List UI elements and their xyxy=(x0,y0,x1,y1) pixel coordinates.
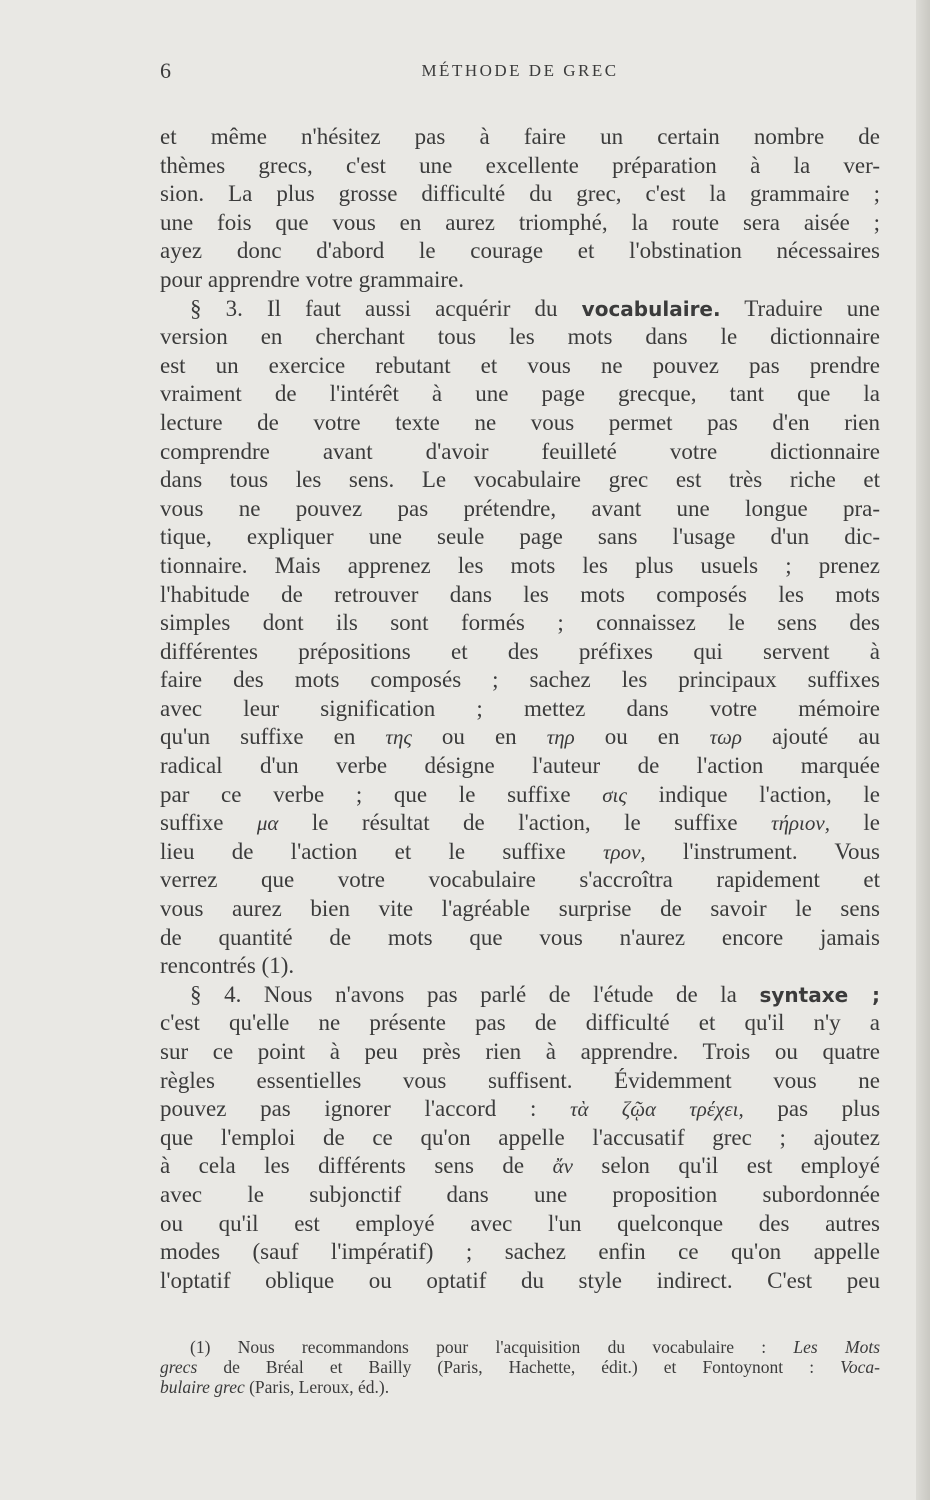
greek-suffix: σις xyxy=(602,782,627,807)
text-line: radical d'un verbe désigne l'auteur de l'action marquée xyxy=(160,753,880,779)
text-line: qu'un suffixe en της ou en τηρ ou en τωρ ajouté au xyxy=(160,724,880,750)
footnote-line: (1) Nous recommandons pour l'acquisition du vocabulaire : Les Mots xyxy=(190,1337,880,1357)
text-line: simples dont ils sont formés ; connaissez le sens des xyxy=(160,610,880,636)
greek-suffix: της xyxy=(385,725,412,750)
footnote-line: grecs de Bréal et Bailly (Paris, Hachette, édit.) et Fontoynont : Voca- xyxy=(160,1357,880,1377)
text-line: tique, expliquer une seule page sans l'usage d'un dic- xyxy=(160,524,880,550)
text-line: avec le subjonctif dans une proposition subordonnée xyxy=(160,1181,880,1207)
text-line: version en cherchant tous les mots dans le dictionnaire xyxy=(160,324,880,350)
text-line: pouvez pas ignorer l'accord : τὰ ζῷα τρέχει, pas plus xyxy=(160,1096,881,1122)
text-line: ou qu'il est employé avec l'un quelconque des autres xyxy=(160,1210,880,1236)
keyword-syntaxe: syntaxe ; xyxy=(759,982,880,1007)
greek-example: τὰ ζῷα τρέχει, xyxy=(570,1097,744,1122)
text-line: suffixe μα le résultat de l'action, le suffixe τήριον, le xyxy=(160,810,880,836)
footnote xyxy=(160,1337,880,1397)
text-line: rencontrés (1). xyxy=(160,953,295,979)
text-line: par ce verbe ; que le suffixe σις indique l'action, le xyxy=(160,781,880,807)
section-4-heading-line: § 4. Nous n'avons pas parlé de l'étude de la syntaxe ; xyxy=(190,981,880,1007)
text-line: l'optatif oblique ou optatif du style indirect. C'est peu xyxy=(160,1267,880,1293)
text-line: règles essentielles vous suffisent. Évidemment vous ne xyxy=(160,1067,880,1093)
text-line: avec leur signification ; mettez dans votre mémoire xyxy=(160,695,880,721)
text-line: et même n'hésitez pas à faire un certain nombre de xyxy=(160,124,880,149)
greek-suffix: τηρ xyxy=(546,725,575,750)
body-text xyxy=(160,123,880,1295)
text-line: lieu de l'action et le suffixe τρον, l'instrument. Vous xyxy=(160,838,881,864)
text-line: sur ce point à peu près rien à apprendre. Trois ou quatre xyxy=(160,1039,880,1064)
text-line: tionnaire. Mais apprenez les mots les plus usuels ; prenez xyxy=(160,552,880,578)
text-line: dans tous les sens. Le vocabulaire grec est très riche et xyxy=(160,467,880,493)
greek-suffix: τήριον, xyxy=(771,811,830,836)
greek-word: ἄν xyxy=(552,1154,573,1179)
text-line: comprendre avant d'avoir feuilleté votre dictionnaire xyxy=(160,438,880,464)
text-line: vous aurez bien vite l'agréable surprise de savoir le sens xyxy=(160,896,880,922)
text-line: différentes prépositions et des préfixes qui servent à xyxy=(160,638,880,664)
text-line: de quantité de mots que vous n'aurez encore jamais xyxy=(160,924,880,950)
greek-suffix: μα xyxy=(256,811,279,836)
text-line: thèmes grecs, c'est une excellente préparation à la ver- xyxy=(160,152,880,178)
keyword-vocabulaire: vocabulaire. xyxy=(581,296,721,321)
text-line: une fois que vous en aurez triomphé, la route sera aisée ; xyxy=(160,209,880,235)
text-line: l'habitude de retrouver dans les mots composés les mots xyxy=(160,581,880,607)
text-line: pour apprendre votre grammaire. xyxy=(160,266,464,292)
text-line: verrez que votre vocabulaire s'accroîtra rapidement et xyxy=(160,867,880,893)
footnote-line: bulaire grec (Paris, Leroux, éd.). xyxy=(160,1377,390,1397)
page-header xyxy=(160,58,880,88)
text-line: faire des mots composés ; sachez les principaux suffixes xyxy=(160,667,880,693)
text-line: vraiment de l'intérêt à une page grecque, tant que la xyxy=(160,381,880,407)
text-line: que l'emploi de ce qu'on appelle l'accusatif grec ; ajoutez xyxy=(160,1124,880,1150)
text-line: à cela les différents sens de ἄν selon qu'il est employé xyxy=(160,1153,880,1179)
greek-suffix: τρον, xyxy=(603,839,646,864)
section-3-heading-line: § 3. Il faut aussi acquérir du vocabulaire. Traduire une xyxy=(190,295,880,321)
page-number: 6 xyxy=(160,58,171,83)
text-line: vous ne pouvez pas prétendre, avant une longue pra- xyxy=(160,495,880,521)
text-line: c'est qu'elle ne présente pas de difficulté et qu'il n'y a xyxy=(160,1010,880,1036)
text-line: sion. La plus grosse difficulté du grec, c'est la grammaire ; xyxy=(160,181,880,207)
greek-suffix: τωρ xyxy=(709,725,742,750)
text-line: est un exercice rebutant et vous ne pouvez pas prendre xyxy=(160,352,880,378)
text-line: ayez donc d'abord le courage et l'obstination nécessaires xyxy=(160,238,880,264)
page-edge xyxy=(916,0,930,1500)
text-line: lecture de votre texte ne vous permet pas d'en rien xyxy=(160,409,880,435)
text-line: modes (sauf l'impératif) ; sachez enfin ce qu'on appelle xyxy=(160,1239,880,1265)
running-title: MÉTHODE DE GREC xyxy=(421,61,619,80)
